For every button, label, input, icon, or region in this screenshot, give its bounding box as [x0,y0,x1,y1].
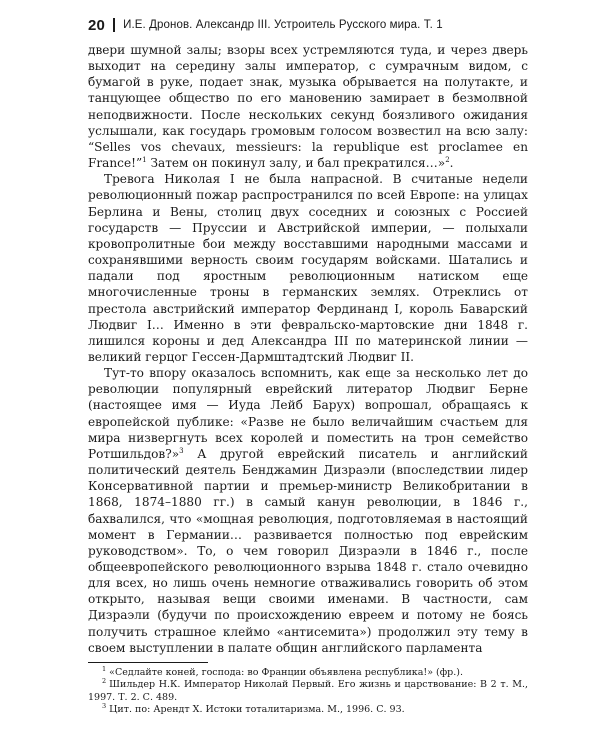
footnote-text: «Седлайте коней, господа: во Франции объявлена республика!» (фр.). [109,667,463,678]
paragraph-text: двери шумной залы; взоры всех устремляются туда, и через дверь выходит на середину залы император, с сумрачным видом, с бумагой в руке, подает знак, музыка обрывается на полутакте, и танцующее общество по его мановению замирает в безмолвной неподвижности. После нескольких секунд боязливого ожидания услышали, как государь громовым голосом возвестил на всю залу: “Selles vos chevaux, messieurs: la republique est proclamee en France!” [88,43,528,171]
page-body [88,42,528,656]
footnote-ref: 3 [179,446,184,455]
body-paragraph [88,42,528,171]
footnote-ref: 1 [142,156,147,165]
paragraph-text: А другой еврейский писатель и английский политический деятель Бенджамин Дизраэли (впоследствии лидер Консервативной партии и премьер-министр Великобритании в 1868, 1874–1880 гг.) в самый канун революции, в 1846 г., бахвалился, что «мощная революция, подготовляемая в настоящий момент в Германии… развивается полностью под еврейским руководством». То, о чем говорил Дизраэли в 1846 г., после общеевропейского революционного взрыва 1848 г. стало очевидно для всех, но лишь очень немногие отваживались говорить об этом открыто, называя вещи своими именами. В частности, сам Дизраэли (будучи по происхождению евреем и потому не боясь получить страшное клеймо «антисемита») продолжил эту тему в своем выступлении в палате общин английского парламента [88,446,528,655]
header-separator [113,18,115,32]
footnote-number: 3 [102,701,107,710]
body-paragraph [88,171,528,365]
footnote-number: 2 [102,677,107,686]
paragraph-text: Тревога Николая I не была напрасной. В считаные недели революционный пожар распространился по всей Европе: на улицах Берлина и Вены, столиц двух соседних и союзных с Россией государств — Пруссии и Австрийской империи, — полыхали кровопролитные бои между восставшими народными массами и сохранявшими верность своим государям войсками. Шатались и падали под яростным революционным натиском еще многочисленные троны в германских землях. Отреклись от престола австрийский император Фердинанд I, король Баварский Людвиг I… Именно в эти февральско-мартовские дни 1848 г. лишился короны и дед Александра III по материнской линии — великий герцог Гессен-Дармштадтский Людвиг II. [88,172,528,364]
paragraph-text: . [449,156,454,171]
footnote-text: Цит. по: Арендт Х. Истоки тоталитаризма. М., 1996. С. 93. [109,703,405,715]
footnote-text: Шильдер Н.К. Император Николай Первый. Его жизнь и царствование: В 2 т. М., 1997. Т. 2. С. 489. [88,679,528,703]
footnotes [88,664,528,716]
footnote [88,679,528,704]
page-number: 20 [88,16,106,34]
footnote [88,701,528,716]
footnote-number: 1 [102,664,107,673]
footnote [88,664,528,679]
body-paragraph [88,365,528,656]
footnote-rule [88,662,208,663]
running-title: И.Е. Дронов. Александр III. Устроитель Русского мира. Т. 1 [123,19,443,31]
footnote-ref: 2 [445,156,450,165]
running-header [88,14,528,36]
paragraph-text: Тут-то впору оказалось вспомнить, как еще за несколько лет до революции популярный еврейский литератор Людвиг Берне (настоящее имя — Иуда Лейб Барух) вопрошал, обращаясь к европейской публике: «Разве не было величайшим счастьем для мира низвергнуть всех королей и поместить на трон семейство Ротшильдов?» [88,366,528,461]
paragraph-text: Затем он покинул залу, и бал прекратился…» [146,156,446,171]
